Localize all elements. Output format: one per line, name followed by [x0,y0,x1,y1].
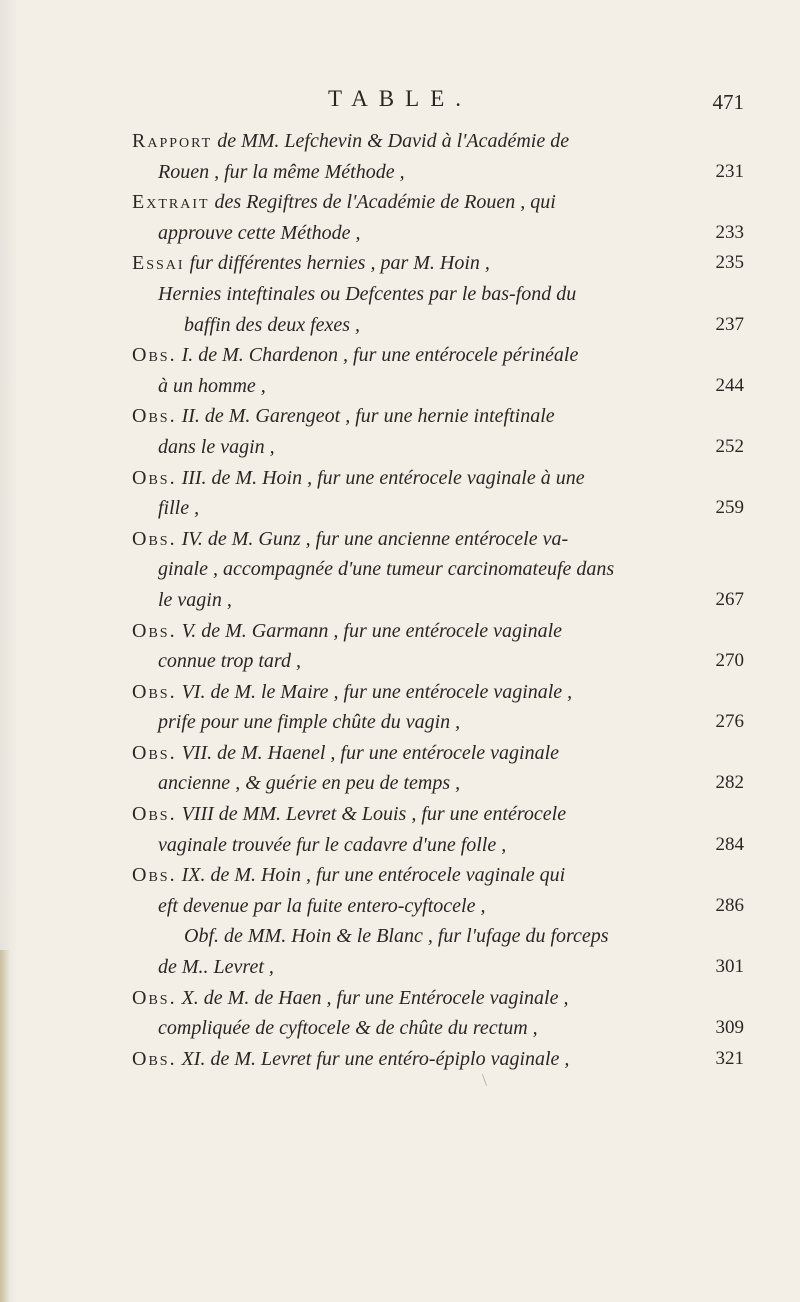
entry-page-number: 235 [715,252,744,274]
entry-page-number: 301 [715,956,744,978]
entry-title: VIII de MM. Levret & Louis , fur une entérocele [176,803,567,826]
toc-line [0,587,800,618]
entry-title: II. de M. Garengeot , fur une hernie inteftinale [176,405,555,428]
entry-title: X. de M. de Haen , fur une Entérocele vaginale , [176,986,569,1009]
toc-entry-text [132,742,559,765]
toc-line [0,740,800,771]
entry-page-number: 321 [715,1047,744,1069]
entry-title: de MM. Lefchevin & David à l'Académie de [212,130,570,152]
entry-page-number: 270 [715,650,744,672]
toc-line [0,342,800,373]
running-header [0,86,800,120]
toc-line [0,1015,800,1046]
toc-entry-text [158,161,405,184]
toc-line [0,893,800,924]
entry-title: eft devenue par la fuite entero-cyftocele , [158,894,486,917]
entry-title: connue trop tard , [158,650,301,673]
toc-entry-text [184,925,609,948]
toc-line [0,281,800,312]
entry-page-number: 267 [715,588,744,610]
toc-entry-text [158,895,485,918]
toc-entry-text [158,772,460,795]
entry-title: des Regiftres de l'Académie de Rouen , qui [209,191,556,214]
entry-title: approuve cette Méthode , [158,221,361,244]
toc-line [0,189,800,220]
toc-entry-text [158,589,232,612]
toc-line [0,1046,800,1077]
toc-line [0,403,800,434]
entry-title: V. de M. Garmann , fur une entérocele vaginale [176,619,563,642]
entry-lead: Obs. [132,986,177,1009]
toc-entry-text [158,711,460,734]
entry-lead: Obs. [132,405,177,428]
entry-page-number: 282 [715,772,744,794]
table-of-contents [0,128,800,1076]
entry-lead: Obs. [132,466,177,489]
header-title: TABLE. [327,86,472,111]
entry-page-number: 309 [715,1017,744,1039]
entry-lead: Obs. [132,527,177,550]
entry-lead: Obs. [132,1047,177,1070]
toc-entry-text [132,191,556,214]
toc-entry-text [158,956,274,979]
toc-line [0,495,800,526]
toc-entry-text [158,650,301,673]
toc-line [0,679,800,710]
toc-line [0,801,800,832]
entry-lead: Essai [132,252,185,275]
entry-page-number: 284 [715,833,744,855]
entry-page-number: 233 [715,221,744,243]
toc-line [0,312,800,343]
entry-lead: Obs. [132,864,177,887]
toc-entry-text [158,436,275,459]
entry-lead: Rapport [132,130,213,152]
toc-line [0,159,800,190]
toc-line [0,648,800,679]
entry-title: à un homme , [158,374,266,397]
entry-title: compliquée de cyftocele & de chûte du rectum , [158,1017,538,1040]
toc-entry-text [132,803,566,826]
toc-entry-text [158,558,614,581]
entry-title: fur différentes hernies , par M. Hoin , [184,252,490,275]
entry-lead: Obs. [132,680,177,703]
toc-line [0,434,800,465]
entry-title: Obf. de MM. Hoin & le Blanc , fur l'ufage du forceps [184,925,609,948]
entry-title: IV. de M. Gunz , fur une ancienne entérocele va- [176,527,569,550]
entry-title: ancienne , & guérie en peu de temps , [158,772,461,795]
entry-lead: Obs. [132,344,177,367]
toc-line [0,709,800,740]
toc-line [0,526,800,557]
toc-line [0,373,800,404]
toc-line [0,862,800,893]
entry-page-number: 231 [715,160,744,182]
entry-lead: Obs. [132,803,177,826]
entry-lead: Obs. [132,619,177,642]
toc-entry-text [158,283,576,306]
toc-entry-text [158,497,199,520]
toc-entry-text [132,130,569,153]
entry-title: fille , [158,497,200,520]
entry-title: baffin des deux fexes , [184,313,361,336]
entry-title: prife pour une fimple chûte du vagin , [158,711,461,734]
toc-entry-text [132,620,562,643]
entry-title: III. de M. Hoin , fur une entérocele vaginale à une [176,466,585,489]
toc-entry-text [158,375,266,398]
toc-entry-text [132,864,565,887]
toc-line [0,128,800,159]
toc-line [0,220,800,251]
toc-line [0,250,800,281]
entry-title: vaginale trouvée fur le cadavre d'une folle , [158,833,507,856]
entry-title: VII. de M. Haenel , fur une entérocele vaginale [176,741,560,764]
entry-title: dans le vagin , [158,435,275,458]
toc-line [0,985,800,1016]
entry-page-number: 252 [715,435,744,457]
toc-entry-text [158,1017,538,1040]
entry-lead: Obs. [132,741,177,764]
toc-line [0,556,800,587]
toc-entry-text [184,314,360,337]
entry-lead: Extrait [132,191,210,214]
entry-page-number: 237 [715,313,744,335]
entry-title: I. de M. Chardenon , fur une entérocele périnéale [176,344,579,367]
entry-title: de M.. Levret , [158,956,274,979]
toc-entry-text [132,528,568,551]
toc-line [0,618,800,649]
entry-title: le vagin , [158,588,232,611]
toc-entry-text [132,344,578,367]
toc-entry-text [132,252,490,275]
toc-entry-text [132,1048,569,1071]
entry-title: ginale , accompagnée d'une tumeur carcinomateufe dans [158,558,615,581]
toc-entry-text [132,987,569,1010]
toc-entry-text [132,405,555,428]
entry-title: Hernies inteftinales ou Defcentes par le bas-fond du [158,282,577,305]
entry-title: Rouen , fur la même Méthode , [158,160,405,183]
toc-line [0,465,800,496]
entry-title: IX. de M. Hoin , fur une entérocele vaginale qui [176,864,566,887]
toc-line [0,923,800,954]
toc-line [0,770,800,801]
entry-title: XI. de M. Levret fur une entéro-épiplo vaginale , [176,1047,570,1070]
toc-line [0,954,800,985]
entry-title: VI. de M. le Maire , fur une entérocele vaginale , [176,680,573,703]
entry-page-number: 276 [715,711,744,733]
entry-page-number: 259 [715,497,744,519]
entry-page-number: 286 [715,894,744,916]
toc-entry-text [132,681,572,704]
toc-entry-text [158,222,361,245]
entry-page-number: 244 [715,374,744,396]
toc-entry-text [132,467,585,490]
page-number: 471 [712,90,744,114]
toc-entry-text [158,834,506,857]
toc-line [0,832,800,863]
